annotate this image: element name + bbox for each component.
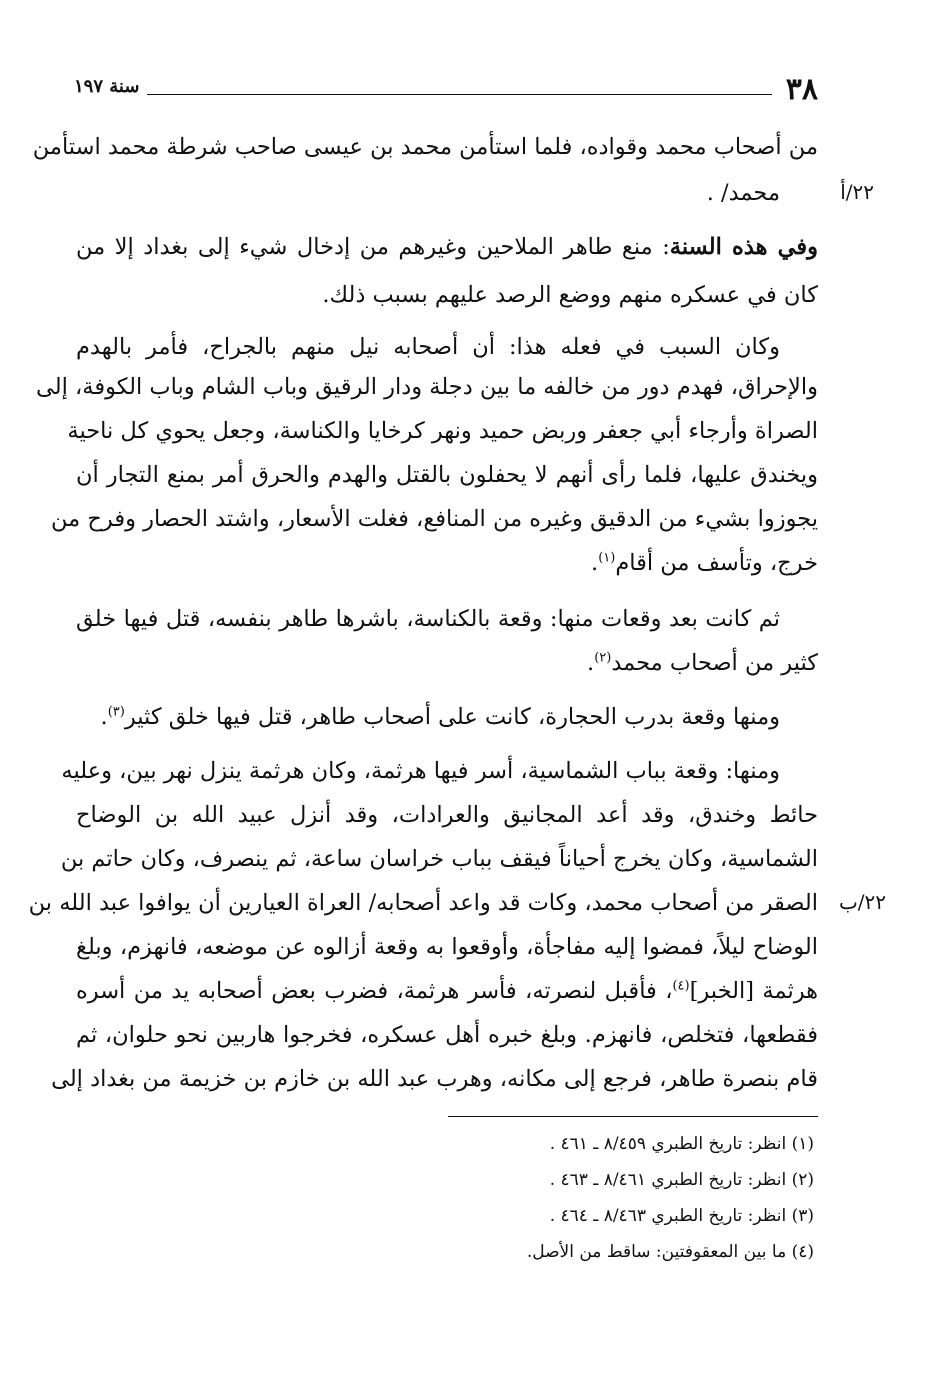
header-rule	[147, 94, 772, 95]
folio-marker: ٢٢/ب	[838, 890, 886, 914]
text-line: كان في عسكره منهم ووضع الرصد عليهم بسبب ذلك.	[322, 282, 818, 308]
text-line: خرج، وتأسف من أقام$^{(١)}$.	[591, 550, 818, 576]
footnote-ref: (٤)	[672, 978, 690, 994]
page-number: ٣٨	[785, 72, 818, 107]
text-line: يجوزوا بشيء من الدقيق وغيره من المنافع، فغلت الأسعار، واشتد الحصار وفرح من	[51, 506, 818, 532]
footnote-ref: (٣)	[107, 704, 125, 720]
text-line: والإحراق، فهدم دور من خالفه ما بين دجلة ودار الرقيق وباب الشام وباب الكوفة، إلى	[36, 374, 818, 400]
text-line: الصراة وأرجاء أبي جعفر وربض حميد ونهر كرخايا والكناسة، وجعل يحوي كل ناحية	[67, 418, 818, 444]
footnote-ref: (٢)	[594, 650, 612, 666]
footnote: (١) انظر: تاريخ الطبري ٨/٤٥٩ ـ ٤٦١ .	[549, 1134, 814, 1154]
text-line: كثير من أصحاب محمد$^{(٢)}$.	[587, 650, 818, 676]
text-line: ويخندق عليها، فلما رأى أنهم لا يحفلون بالقتل والهدم والحرق أمر بمنع التجار أن	[76, 462, 818, 488]
footnote: (٢) انظر: تاريخ الطبري ٨/٤٦١ ـ ٤٦٣ .	[549, 1170, 814, 1190]
text-line: هرثمة [الخبر]$^{(٤)}$، فأقبل لنصرته، فأسر هرثمة، فضرب بعض أصحابه يد من أسره	[76, 978, 819, 1004]
text-line: قام بنصرة طاهر، فرجع إلى مكانه، وهرب عبد الله بن خازم بن خزيمة من بغداد إلى	[51, 1066, 818, 1092]
text-line: وكان السبب في فعله هذا: أن أصحابه نيل منهم بالجراح، فأمر بالهدم	[76, 334, 780, 360]
text-line: محمد/ .	[706, 180, 780, 206]
text-line: من أصحاب محمد وقواده، فلما استأمن محمد بن عيسى صاحب شرطة محمد استأمن	[32, 134, 818, 160]
folio-marker: ٢٢/أ	[840, 180, 874, 204]
footnote-rule	[448, 1116, 818, 1117]
text-line: الشماسية، وكان يخرج أحياناً فيقف بباب خراسان ساعة، ثم ينصرف، وكان حاتم بن	[60, 846, 818, 872]
text-line: ومنها: وقعة بباب الشماسية، أسر فيها هرثمة، وكان هرثمة ينزل نهر بين، وعليه	[61, 758, 780, 784]
text-line: فقطعها، فتخلص، فانهزم. وبلغ خبره أهل عسكره، فخرجوا هاربين نحو حلوان، ثم	[76, 1022, 818, 1048]
year-header: سنة ١٩٧	[74, 76, 140, 97]
text-line: ومنها وقعة بدرب الحجارة، كانت على أصحاب طاهر، قتل فيها خلق كثير$^{(٣)}$.	[100, 704, 780, 730]
footnote-ref: (١)	[598, 550, 616, 566]
footnote: (٤) ما بين المعقوفتين: ساقط من الأصل.	[526, 1242, 814, 1262]
text-line: حائط وخندق، وقد أعد المجانيق والعرادات، وقد أنزل عبيد الله بن الوضاح	[76, 802, 818, 828]
footnote: (٣) انظر: تاريخ الطبري ٨/٤٦٣ ـ ٤٦٤ .	[549, 1206, 814, 1226]
text-line: الصقر من أصحاب محمد، وكات قد واعد أصحابه/ العراة العيارين أن يوافوا عبد الله بن	[28, 890, 818, 916]
text-line: وفي هذه السنة: منع طاهر الملاحين وغيرهم من إدخال شيء إلى بغداد إلا من	[76, 234, 818, 260]
text-line: الوضاح ليلاً، فمضوا إليه مفاجأة، وأوقعوا به وقعة أزالوه عن موضعه، فانهزم، وبلغ	[76, 934, 818, 960]
text-line: ثم كانت بعد وقعات منها: وقعة بالكناسة، باشرها طاهر بنفسه، قتل فيها خلق	[76, 606, 780, 632]
